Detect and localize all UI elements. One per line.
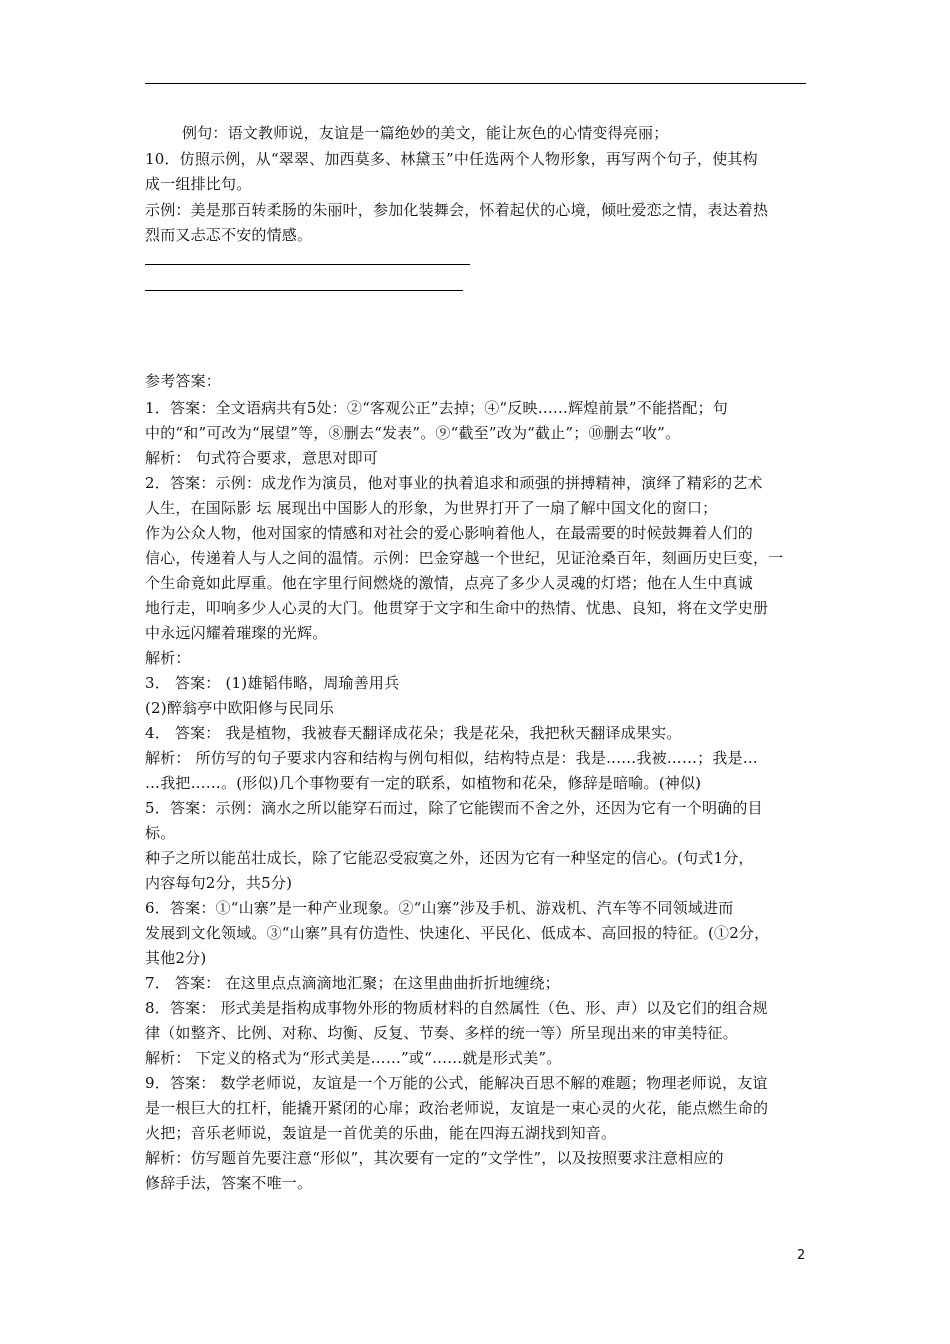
question-10-line: 成一组排比句。 (145, 175, 252, 193)
answer-line: 中的“和”可改为“展望”等，⑧删去“发表”。⑨“截至”改为“截止”；⑩删去“收”。 (145, 424, 681, 442)
answer-line: 解析： 下定义的格式为“形式美是……”或“……就是形式美”。 (145, 1049, 562, 1067)
answer-line: 5．答案：示例：滴水之所以能穿石而过，除了它能锲而不舍之外，还因为它有一个明确的目 (145, 799, 763, 817)
answer-blank-line (145, 264, 470, 265)
answer-line: 解析： 所仿写的句子要求内容和结构与例句相似，结构特点是：我是……我被……；我是… (145, 749, 758, 767)
question-10-example-line: 示例：美是那百转柔肠的朱丽叶，参加化装舞会，怀着起伏的心境，倾吐爱恋之情，表达着热 (145, 201, 769, 219)
answer-line: 地行走，叩响多少人心灵的大门。他贯穿于文字和生命中的热情、忧患、良知，将在文学史册 (145, 599, 769, 617)
page-number: 2 (797, 1248, 806, 1263)
header-rule (145, 83, 806, 84)
answer-line: 6．答案：①“山寨”是一种产业现象。②“山寨”涉及手机、游戏机、汽车等不同领域进而 (145, 899, 734, 917)
answer-line: 律（如整齐、比例、对称、均衡、反复、节奏、多样的统一等）所呈现出来的审美特征。 (145, 1024, 738, 1042)
answer-line: 其他2分) (145, 949, 207, 967)
answer-line: 9．答案： 数学老师说，友谊是一个万能的公式，能解决百思不解的难题；物理老师说，友谊 (145, 1074, 768, 1092)
answer-line: 内容每句2分，共5分) (145, 874, 293, 892)
answer-line: 修辞手法，答案不唯一。 (145, 1174, 313, 1192)
answer-line: 作为公众人物，他对国家的情感和对社会的爱心影响着他人，在最需要的时候鼓舞着人们的 (145, 524, 754, 542)
answer-line: 8．答案： 形式美是指构成事物外形的物质材料的自然属性（色、形、声）以及它们的组合规 (145, 999, 768, 1017)
answer-line: 发展到文化领域。③“山寨”具有仿造性、快速化、平民化、低成本、高回报的特征。(①2分， (145, 924, 770, 942)
answer-line: 个生命竟如此厚重。他在字里行间燃烧的激情，点亮了多少人灵魂的灯塔；他在人生中真诚 (145, 574, 754, 592)
question-10-example-line: 烈而又忐忑不安的情感。 (145, 226, 313, 244)
answer-line: 标。 (145, 824, 176, 842)
answer-line: 信心，传递着人与人之间的温情。示例：巴金穿越一个世纪，见证沧桑百年，刻画历史巨变，一 (145, 549, 784, 567)
question-10-line: 10．仿照示例，从“翠翠、加西莫多、林黛玉”中任选两个人物形象，再写两个句子，使其构 (145, 150, 758, 168)
answer-line: …我把……。(形似)几个事物要有一定的联系，如植物和花朵，修辞是暗喻。(神似) (145, 774, 702, 792)
answer-line: 火把；音乐老师说，轰谊是一首优美的乐曲，能在四海五湖找到知音。 (145, 1124, 617, 1142)
answer-line: 4． 答案： 我是植物，我被春天翻译成花朵；我是花朵，我把秋天翻译成果实。 (145, 724, 682, 742)
answer-line: 中永远闪耀着璀璨的光辉。 (145, 624, 328, 642)
answers-heading: 参考答案： (145, 372, 222, 390)
answer-blank-line (145, 290, 463, 291)
answer-line: 人生，在国际影 坛 展现出中国影人的形象，为世界打开了一扇了解中国文化的窗口； (145, 499, 718, 517)
answer-line: 1．答案：全文语病共有5处：②“客观公正”去掉；④“反映……辉煌前景”不能搭配；句 (145, 399, 728, 417)
answer-line: 解析： 句式符合要求，意思对即可 (145, 449, 378, 467)
answer-line: 3． 答案： (1)雄韬伟略，周瑜善用兵 (145, 674, 400, 692)
answer-line: 是一根巨大的扛杆，能撬开紧闭的心扉；政治老师说，友谊是一束心灵的火花，能点燃生命的 (145, 1099, 769, 1117)
answer-line: 解析： (145, 649, 191, 667)
answer-line: 解析：仿写题首先要注意“形似”，其次要有一定的“文学性”，以及按照要求注意相应的 (145, 1149, 724, 1167)
answer-line: 2．答案：示例：成龙作为演员，他对事业的执着追求和顽强的拼搏精神，演绎了精彩的艺术 (145, 474, 763, 492)
answer-line: 种子之所以能茁壮成长，除了它能忍受寂寞之外，还因为它有一种坚定的信心。(句式1分， (145, 849, 754, 867)
answer-line: 7． 答案： 在这里点点滴滴地汇聚；在这里曲曲折折地缠绕； (145, 974, 560, 992)
answer-line: (2)醉翁亭中欧阳修与民同乐 (145, 699, 335, 717)
example-sentence: 例句：语文教师说，友谊是一篇绝妙的美文，能让灰色的心情变得亮丽； (182, 124, 669, 142)
